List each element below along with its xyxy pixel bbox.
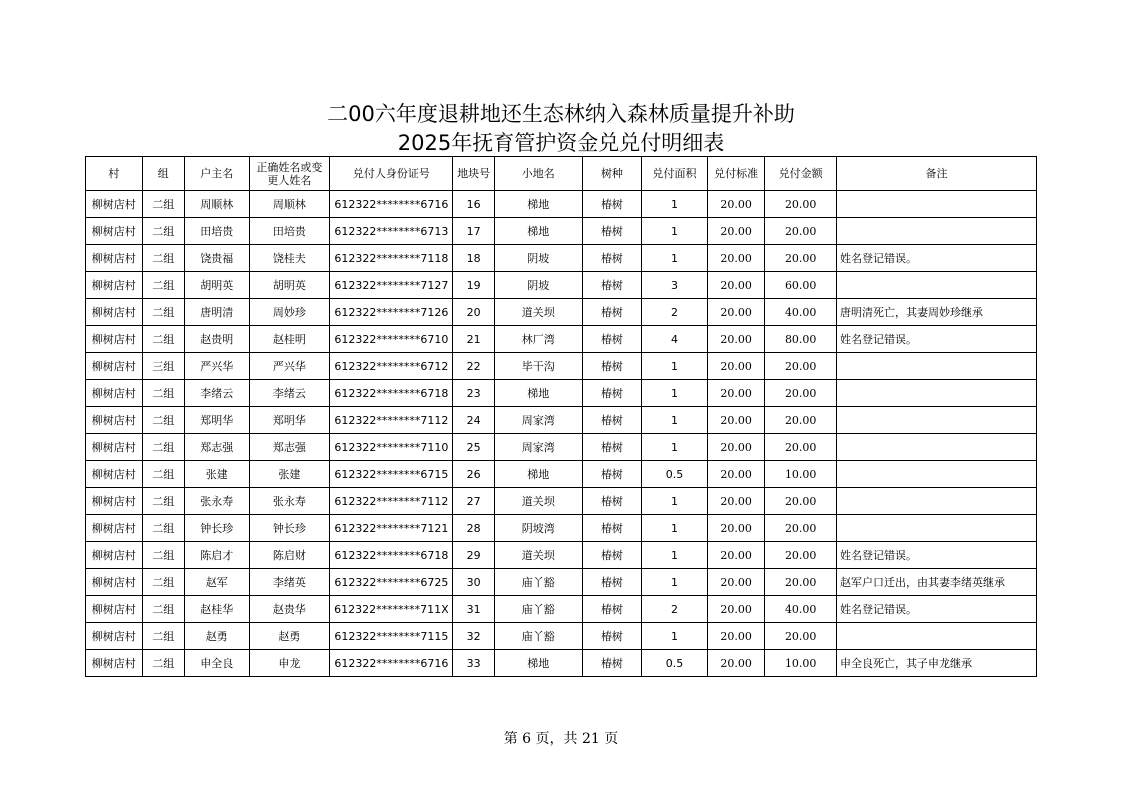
cell-place-name: 毕干沟 (494, 353, 582, 380)
cell-amount: 20.00 (765, 353, 837, 380)
cell-remark (837, 623, 1037, 650)
cell-corrected-name: 郑志强 (249, 434, 330, 461)
cell-amount: 20.00 (765, 623, 837, 650)
cell-village: 柳树店村 (86, 380, 143, 407)
cell-head-of-household: 赵贵明 (184, 326, 249, 353)
cell-area: 1 (642, 191, 708, 218)
cell-place-name: 道关坝 (494, 542, 582, 569)
table-row (86, 596, 1037, 623)
cell-head-of-household: 张永寿 (184, 488, 249, 515)
cell-remark (837, 407, 1037, 434)
cell-remark: 唐明清死亡，其妻周妙珍继承 (837, 299, 1037, 326)
cell-area: 0.5 (642, 461, 708, 488)
cell-village: 柳树店村 (86, 488, 143, 515)
cell-remark: 姓名登记错误。 (837, 245, 1037, 272)
cell-place-name: 道关坝 (494, 488, 582, 515)
cell-standard: 20.00 (707, 191, 765, 218)
cell-plot-number: 25 (453, 434, 494, 461)
cell-standard: 20.00 (707, 434, 765, 461)
cell-village: 柳树店村 (86, 515, 143, 542)
cell-group: 二组 (142, 488, 184, 515)
cell-amount: 40.00 (765, 299, 837, 326)
cell-remark (837, 488, 1037, 515)
cell-standard: 20.00 (707, 272, 765, 299)
cell-plot-number: 20 (453, 299, 494, 326)
cell-area: 2 (642, 299, 708, 326)
cell-corrected-name: 李绪云 (249, 380, 330, 407)
cell-tree-species: 椿树 (582, 218, 642, 245)
table-row (86, 407, 1037, 434)
cell-place-name: 梯地 (494, 461, 582, 488)
table-row (86, 272, 1037, 299)
cell-place-name: 阴坡湾 (494, 515, 582, 542)
cell-corrected-name: 张永寿 (249, 488, 330, 515)
cell-amount: 10.00 (765, 461, 837, 488)
cell-village: 柳树店村 (86, 650, 143, 677)
cell-amount: 20.00 (765, 245, 837, 272)
cell-remark: 姓名登记错误。 (837, 326, 1037, 353)
cell-amount: 20.00 (765, 380, 837, 407)
cell-id-number: 612322********6718 (330, 542, 453, 569)
cell-corrected-name: 赵勇 (249, 623, 330, 650)
cell-place-name: 周家湾 (494, 407, 582, 434)
cell-amount: 20.00 (765, 218, 837, 245)
cell-plot-number: 23 (453, 380, 494, 407)
cell-head-of-household: 赵桂华 (184, 596, 249, 623)
column-header-village: 村 (86, 157, 143, 191)
cell-id-number: 612322********7115 (330, 623, 453, 650)
cell-id-number: 612322********6712 (330, 353, 453, 380)
cell-village: 柳树店村 (86, 434, 143, 461)
cell-group: 二组 (142, 434, 184, 461)
cell-standard: 20.00 (707, 218, 765, 245)
cell-tree-species: 椿树 (582, 488, 642, 515)
column-header-standard: 兑付标准 (707, 157, 765, 191)
cell-area: 3 (642, 272, 708, 299)
cell-remark (837, 515, 1037, 542)
cell-place-name: 庙丫豁 (494, 569, 582, 596)
column-header-area: 兑付面积 (642, 157, 708, 191)
cell-corrected-name: 周顺林 (249, 191, 330, 218)
cell-amount: 20.00 (765, 569, 837, 596)
cell-id-number: 612322********6715 (330, 461, 453, 488)
cell-place-name: 庙丫豁 (494, 623, 582, 650)
column-header-head-of-household: 户主名 (184, 157, 249, 191)
cell-id-number: 612322********7121 (330, 515, 453, 542)
cell-standard: 20.00 (707, 542, 765, 569)
cell-village: 柳树店村 (86, 353, 143, 380)
column-header-tree-species: 树种 (582, 157, 642, 191)
column-header-id-number: 兑付人身份证号 (330, 157, 453, 191)
table-row (86, 569, 1037, 596)
cell-head-of-household: 郑志强 (184, 434, 249, 461)
cell-head-of-household: 严兴华 (184, 353, 249, 380)
cell-place-name: 道关坝 (494, 299, 582, 326)
page-title: 二00六年度退耕地还生态林纳入森林质量提升补助 (327, 102, 795, 126)
cell-village: 柳树店村 (86, 569, 143, 596)
cell-head-of-household: 申全良 (184, 650, 249, 677)
cell-id-number: 612322********6716 (330, 650, 453, 677)
cell-corrected-name: 周妙珍 (249, 299, 330, 326)
table-row (86, 515, 1037, 542)
cell-plot-number: 31 (453, 596, 494, 623)
cell-group: 二组 (142, 272, 184, 299)
cell-plot-number: 27 (453, 488, 494, 515)
cell-head-of-household: 李绪云 (184, 380, 249, 407)
cell-head-of-household: 田培贵 (184, 218, 249, 245)
cell-area: 1 (642, 353, 708, 380)
cell-remark (837, 191, 1037, 218)
cell-village: 柳树店村 (86, 218, 143, 245)
cell-plot-number: 21 (453, 326, 494, 353)
cell-area: 1 (642, 218, 708, 245)
cell-amount: 20.00 (765, 191, 837, 218)
cell-amount: 80.00 (765, 326, 837, 353)
cell-id-number: 612322********6716 (330, 191, 453, 218)
cell-village: 柳树店村 (86, 326, 143, 353)
cell-village: 柳树店村 (86, 299, 143, 326)
table-row (86, 380, 1037, 407)
cell-corrected-name: 钟长珍 (249, 515, 330, 542)
cell-standard: 20.00 (707, 596, 765, 623)
cell-standard: 20.00 (707, 299, 765, 326)
cell-amount: 20.00 (765, 434, 837, 461)
cell-plot-number: 17 (453, 218, 494, 245)
cell-id-number: 612322********7112 (330, 407, 453, 434)
cell-head-of-household: 张建 (184, 461, 249, 488)
cell-tree-species: 椿树 (582, 380, 642, 407)
page-number: 第 6 页，共 21 页 (503, 731, 619, 747)
cell-plot-number: 30 (453, 569, 494, 596)
table-row (86, 434, 1037, 461)
cell-plot-number: 33 (453, 650, 494, 677)
table-row (86, 245, 1037, 272)
cell-id-number: 612322********7112 (330, 488, 453, 515)
table-row (86, 326, 1037, 353)
cell-remark (837, 218, 1037, 245)
cell-place-name: 阴坡 (494, 272, 582, 299)
cell-tree-species: 椿树 (582, 353, 642, 380)
cell-standard: 20.00 (707, 488, 765, 515)
cell-tree-species: 椿树 (582, 623, 642, 650)
cell-group: 二组 (142, 245, 184, 272)
cell-group: 二组 (142, 191, 184, 218)
table-row (86, 542, 1037, 569)
cell-tree-species: 椿树 (582, 596, 642, 623)
cell-id-number: 612322********6713 (330, 218, 453, 245)
cell-standard: 20.00 (707, 461, 765, 488)
cell-amount: 10.00 (765, 650, 837, 677)
cell-tree-species: 椿树 (582, 191, 642, 218)
cell-standard: 20.00 (707, 245, 765, 272)
cell-amount: 20.00 (765, 515, 837, 542)
cell-amount: 60.00 (765, 272, 837, 299)
cell-corrected-name: 陈启财 (249, 542, 330, 569)
cell-amount: 20.00 (765, 407, 837, 434)
cell-head-of-household: 陈启才 (184, 542, 249, 569)
table-row (86, 623, 1037, 650)
cell-corrected-name: 赵贵华 (249, 596, 330, 623)
cell-group: 二组 (142, 596, 184, 623)
cell-head-of-household: 钟长珍 (184, 515, 249, 542)
table-row (86, 353, 1037, 380)
cell-place-name: 林厂湾 (494, 326, 582, 353)
column-header-place-name: 小地名 (494, 157, 582, 191)
cell-tree-species: 椿树 (582, 407, 642, 434)
cell-standard: 20.00 (707, 650, 765, 677)
cell-standard: 20.00 (707, 515, 765, 542)
table-row (86, 218, 1037, 245)
cell-corrected-name: 郑明华 (249, 407, 330, 434)
cell-village: 柳树店村 (86, 245, 143, 272)
cell-tree-species: 椿树 (582, 245, 642, 272)
cell-village: 柳树店村 (86, 596, 143, 623)
cell-village: 柳树店村 (86, 542, 143, 569)
cell-head-of-household: 赵勇 (184, 623, 249, 650)
cell-corrected-name: 李绪英 (249, 569, 330, 596)
cell-id-number: 612322********6718 (330, 380, 453, 407)
cell-place-name: 阴坡 (494, 245, 582, 272)
cell-id-number: 612322********6725 (330, 569, 453, 596)
cell-area: 2 (642, 596, 708, 623)
cell-corrected-name: 张建 (249, 461, 330, 488)
cell-area: 1 (642, 407, 708, 434)
cell-group: 二组 (142, 623, 184, 650)
cell-place-name: 梯地 (494, 218, 582, 245)
cell-place-name: 梯地 (494, 380, 582, 407)
table-row (86, 650, 1037, 677)
cell-plot-number: 22 (453, 353, 494, 380)
cell-village: 柳树店村 (86, 461, 143, 488)
cell-corrected-name: 胡明英 (249, 272, 330, 299)
cell-village: 柳树店村 (86, 272, 143, 299)
cell-head-of-household: 胡明英 (184, 272, 249, 299)
column-header-amount: 兑付金额 (765, 157, 837, 191)
cell-remark (837, 272, 1037, 299)
cell-standard: 20.00 (707, 407, 765, 434)
table-body (86, 191, 1037, 677)
cell-plot-number: 19 (453, 272, 494, 299)
cell-remark (837, 353, 1037, 380)
payment-detail-table (85, 156, 1037, 677)
cell-group: 二组 (142, 542, 184, 569)
cell-group: 三组 (142, 353, 184, 380)
cell-area: 1 (642, 542, 708, 569)
cell-village: 柳树店村 (86, 407, 143, 434)
cell-id-number: 612322********7126 (330, 299, 453, 326)
cell-head-of-household: 周顺林 (184, 191, 249, 218)
cell-group: 二组 (142, 380, 184, 407)
cell-remark: 赵军户口迁出，由其妻李绪英继承 (837, 569, 1037, 596)
cell-place-name: 周家湾 (494, 434, 582, 461)
cell-id-number: 612322********7118 (330, 245, 453, 272)
cell-area: 1 (642, 488, 708, 515)
cell-standard: 20.00 (707, 380, 765, 407)
cell-head-of-household: 赵军 (184, 569, 249, 596)
cell-group: 二组 (142, 299, 184, 326)
cell-remark (837, 434, 1037, 461)
cell-remark: 申全良死亡，其子申龙继承 (837, 650, 1037, 677)
table-row (86, 299, 1037, 326)
cell-standard: 20.00 (707, 353, 765, 380)
cell-plot-number: 32 (453, 623, 494, 650)
cell-head-of-household: 唐明清 (184, 299, 249, 326)
cell-remark: 姓名登记错误。 (837, 542, 1037, 569)
cell-group: 二组 (142, 650, 184, 677)
cell-amount: 20.00 (765, 542, 837, 569)
cell-plot-number: 29 (453, 542, 494, 569)
cell-id-number: 612322********7110 (330, 434, 453, 461)
cell-tree-species: 椿树 (582, 434, 642, 461)
cell-corrected-name: 田培贵 (249, 218, 330, 245)
column-header-plot-number: 地块号 (453, 157, 494, 191)
table-row (86, 461, 1037, 488)
cell-head-of-household: 郑明华 (184, 407, 249, 434)
column-header-remark: 备注 (837, 157, 1037, 191)
cell-place-name: 庙丫豁 (494, 596, 582, 623)
table-row (86, 191, 1037, 218)
cell-tree-species: 椿树 (582, 461, 642, 488)
cell-tree-species: 椿树 (582, 515, 642, 542)
cell-corrected-name: 严兴华 (249, 353, 330, 380)
cell-tree-species: 椿树 (582, 569, 642, 596)
cell-standard: 20.00 (707, 623, 765, 650)
cell-group: 二组 (142, 218, 184, 245)
cell-group: 二组 (142, 407, 184, 434)
cell-group: 二组 (142, 326, 184, 353)
cell-standard: 20.00 (707, 326, 765, 353)
cell-corrected-name: 赵桂明 (249, 326, 330, 353)
cell-area: 4 (642, 326, 708, 353)
cell-remark: 姓名登记错误。 (837, 596, 1037, 623)
cell-plot-number: 28 (453, 515, 494, 542)
cell-id-number: 612322********7127 (330, 272, 453, 299)
cell-tree-species: 椿树 (582, 542, 642, 569)
cell-head-of-household: 饶贵福 (184, 245, 249, 272)
cell-plot-number: 26 (453, 461, 494, 488)
cell-place-name: 梯地 (494, 650, 582, 677)
cell-area: 1 (642, 380, 708, 407)
table-header-row (86, 157, 1037, 191)
page-subtitle: 2025年抚育管护资金兑兑付明细表 (397, 131, 725, 155)
cell-area: 1 (642, 515, 708, 542)
cell-amount: 20.00 (765, 488, 837, 515)
cell-group: 二组 (142, 569, 184, 596)
cell-plot-number: 16 (453, 191, 494, 218)
cell-tree-species: 椿树 (582, 650, 642, 677)
cell-standard: 20.00 (707, 569, 765, 596)
cell-area: 1 (642, 434, 708, 461)
cell-tree-species: 椿树 (582, 299, 642, 326)
cell-remark (837, 380, 1037, 407)
cell-id-number: 612322********711X (330, 596, 453, 623)
cell-group: 二组 (142, 461, 184, 488)
cell-area: 1 (642, 623, 708, 650)
cell-corrected-name: 饶桂夫 (249, 245, 330, 272)
cell-amount: 40.00 (765, 596, 837, 623)
cell-tree-species: 椿树 (582, 272, 642, 299)
cell-remark (837, 461, 1037, 488)
cell-plot-number: 18 (453, 245, 494, 272)
cell-corrected-name: 申龙 (249, 650, 330, 677)
cell-tree-species: 椿树 (582, 326, 642, 353)
table-row (86, 488, 1037, 515)
cell-plot-number: 24 (453, 407, 494, 434)
cell-area: 1 (642, 569, 708, 596)
cell-id-number: 612322********6710 (330, 326, 453, 353)
cell-village: 柳树店村 (86, 191, 143, 218)
cell-place-name: 梯地 (494, 191, 582, 218)
cell-area: 0.5 (642, 650, 708, 677)
cell-area: 1 (642, 245, 708, 272)
cell-village: 柳树店村 (86, 623, 143, 650)
cell-group: 二组 (142, 515, 184, 542)
column-header-corrected-name: 正确姓名或变更人姓名 (249, 157, 330, 191)
column-header-group: 组 (142, 157, 184, 191)
